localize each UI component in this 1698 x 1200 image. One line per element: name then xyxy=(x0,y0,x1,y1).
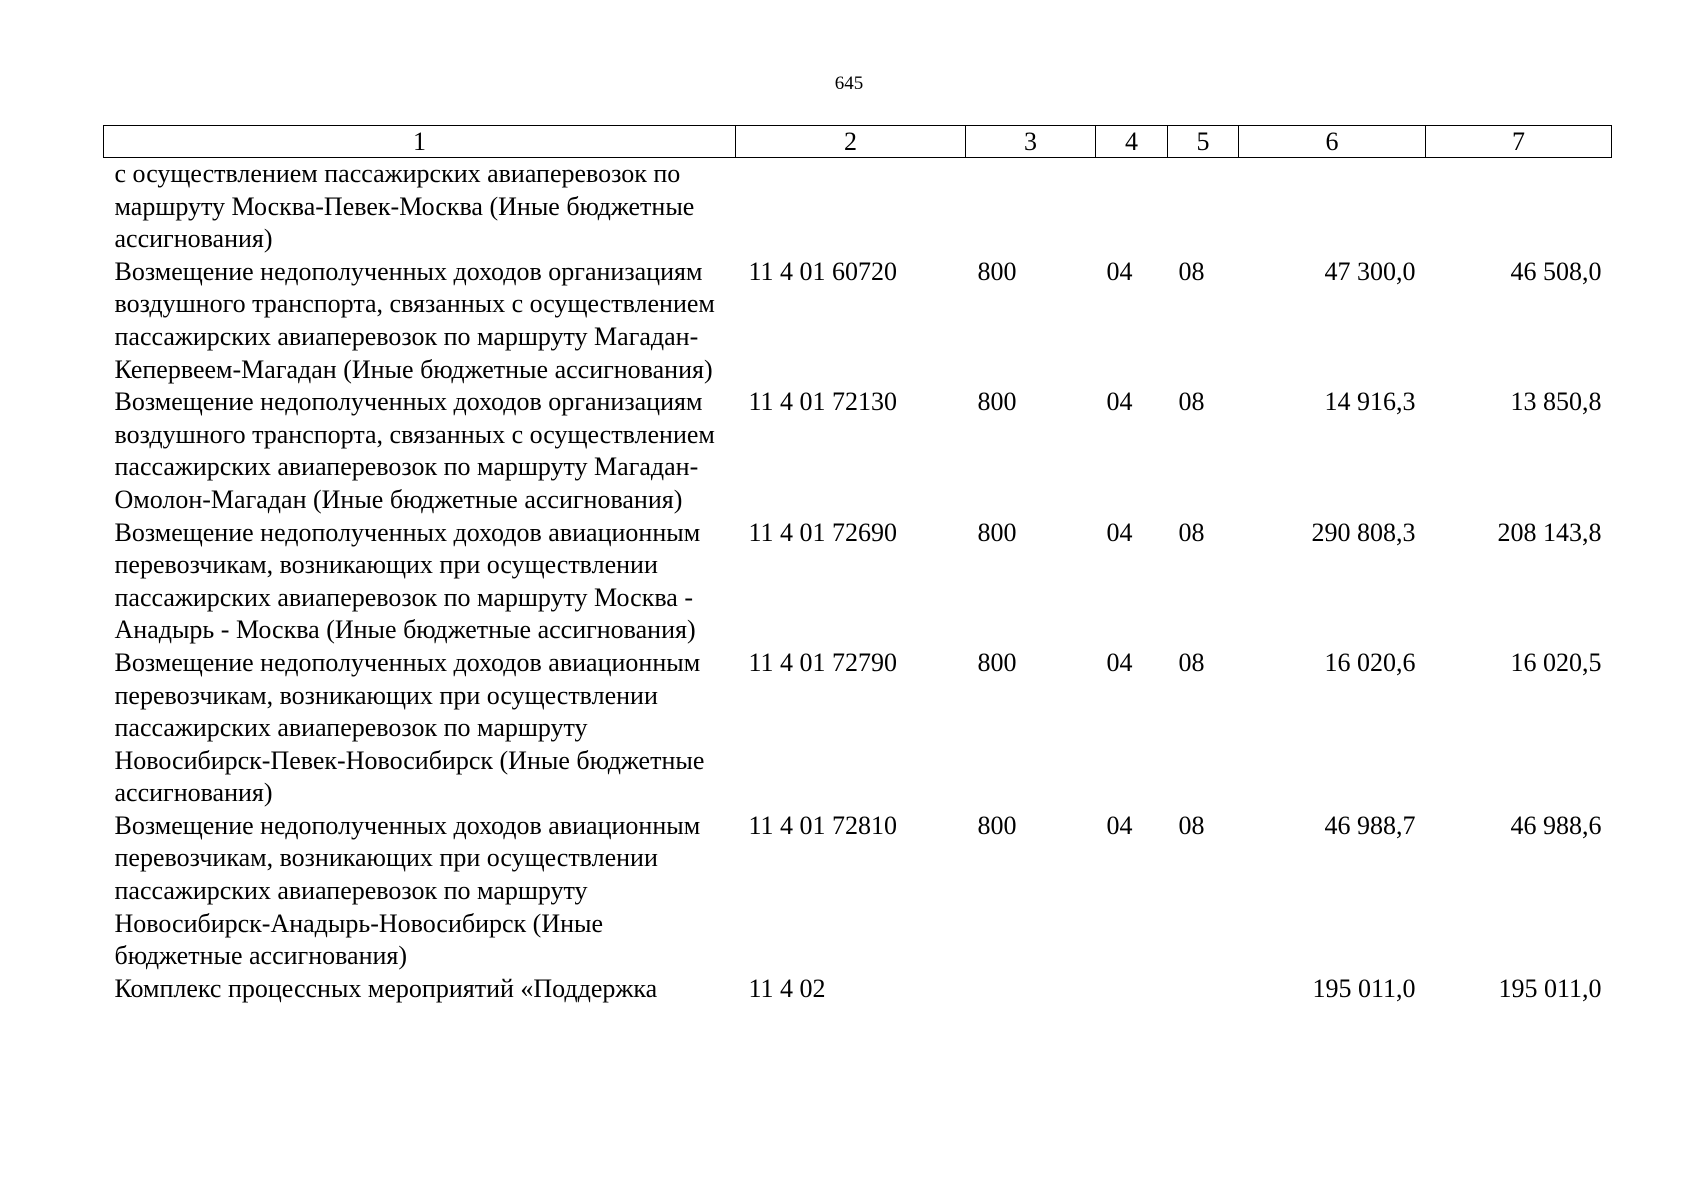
table-row xyxy=(104,810,1612,973)
cell-name: Возмещение недополученных доходов организациям воздушного транспорта, связанных с осуществлением пассажирских авиаперевозок по маршруту Магадан-Кепервеем-Магадан (Иные бюджетные ассигнования) xyxy=(114,256,715,384)
cell-expense-type: 800 xyxy=(977,387,1017,417)
cell-amount-1: 47 300,0 xyxy=(1324,256,1416,286)
cell-amount-2: 46 988,6 xyxy=(1510,810,1602,840)
table-body xyxy=(104,158,1612,1006)
cell-subsection: 08 xyxy=(1178,647,1205,677)
cell-target-article: 11 4 01 72130 xyxy=(748,387,898,417)
cell-section xyxy=(1096,158,1168,256)
header-row xyxy=(104,126,1612,158)
cell-target-article: 11 4 01 60720 xyxy=(748,256,898,286)
cell-amount-2: 16 020,5 xyxy=(1510,647,1602,677)
cell-section: 04 xyxy=(1106,256,1133,286)
table-row xyxy=(104,647,1612,810)
cell-section xyxy=(1096,973,1168,1006)
cell-expense-type: 800 xyxy=(977,647,1017,677)
cell-amount-2: 208 143,8 xyxy=(1497,517,1602,547)
cell-subsection xyxy=(1168,158,1239,256)
cell-subsection: 08 xyxy=(1178,517,1205,547)
cell-subsection xyxy=(1168,973,1239,1006)
column-header-6: 6 xyxy=(1239,126,1426,158)
column-header-4: 4 xyxy=(1096,126,1168,158)
column-header-3: 3 xyxy=(966,126,1096,158)
column-header-5: 5 xyxy=(1168,126,1239,158)
column-header-2: 2 xyxy=(736,126,966,158)
cell-target-article xyxy=(736,158,966,256)
column-header-7: 7 xyxy=(1426,126,1612,158)
table-header xyxy=(104,126,1612,158)
cell-amount-1: 46 988,7 xyxy=(1324,810,1416,840)
table-row xyxy=(104,973,1612,1006)
cell-name: Возмещение недополученных доходов авиационным перевозчикам, возникающих при осуществлении пассажирских авиаперевозок по маршруту Новосибирск-Анадырь-Новосибирск (Иные бюджетные ассигнования) xyxy=(114,810,701,971)
cell-section: 04 xyxy=(1106,387,1133,417)
cell-amount-2: 46 508,0 xyxy=(1510,256,1602,286)
table-row xyxy=(104,386,1612,516)
cell-target-article: 11 4 01 72790 xyxy=(748,647,898,677)
cell-name: Возмещение недополученных доходов авиационным перевозчикам, возникающих при осуществлении пассажирских авиаперевозок по маршруту Новосибирск-Певек-Новосибирск (Иные бюджетные ассигнования) xyxy=(114,647,705,808)
cell-amount-1: 195 011,0 xyxy=(1312,973,1416,1003)
cell-amount-1: 16 020,6 xyxy=(1324,647,1416,677)
cell-amount-1: 14 916,3 xyxy=(1324,387,1416,417)
cell-target-article: 11 4 01 72810 xyxy=(748,810,898,840)
cell-subsection: 08 xyxy=(1178,256,1205,286)
table-row xyxy=(104,158,1612,256)
cell-expense-type xyxy=(966,973,1096,1006)
table-row xyxy=(104,517,1612,647)
cell-section: 04 xyxy=(1106,810,1133,840)
cell-name: Комплекс процессных мероприятий «Поддержка xyxy=(114,973,658,1003)
cell-subsection: 08 xyxy=(1178,810,1205,840)
cell-target-article: 11 4 02 xyxy=(748,973,826,1003)
cell-section: 04 xyxy=(1106,647,1133,677)
cell-amount-2: 195 011,0 xyxy=(1498,973,1602,1003)
cell-name: с осуществлением пассажирских авиаперевозок по маршруту Москва-Певек-Москва (Иные бюджетные ассигнования) xyxy=(114,159,695,254)
cell-expense-type: 800 xyxy=(977,810,1017,840)
cell-name: Возмещение недополученных доходов авиационным перевозчикам, возникающих при осуществлении пассажирских авиаперевозок по маршруту Москва - Анадырь - Москва (Иные бюджетные ассигнования) xyxy=(114,517,701,645)
cell-amount-2 xyxy=(1426,158,1612,256)
cell-subsection: 08 xyxy=(1178,387,1205,417)
cell-amount-2: 13 850,8 xyxy=(1510,387,1602,417)
cell-target-article: 11 4 01 72690 xyxy=(748,517,898,547)
column-header-1: 1 xyxy=(104,126,736,158)
cell-expense-type: 800 xyxy=(977,256,1017,286)
cell-expense-type: 800 xyxy=(977,517,1017,547)
page-number: 645 xyxy=(834,73,864,94)
budget-table xyxy=(103,125,1612,1005)
cell-amount-1: 290 808,3 xyxy=(1311,517,1416,547)
cell-amount-1 xyxy=(1239,158,1426,256)
cell-expense-type xyxy=(966,158,1096,256)
table-row xyxy=(104,256,1612,386)
cell-name: Возмещение недополученных доходов организациям воздушного транспорта, связанных с осуществлением пассажирских авиаперевозок по маршруту Магадан-Омолон-Магадан (Иные бюджетные ассигнования) xyxy=(114,387,715,514)
cell-section: 04 xyxy=(1106,517,1133,547)
